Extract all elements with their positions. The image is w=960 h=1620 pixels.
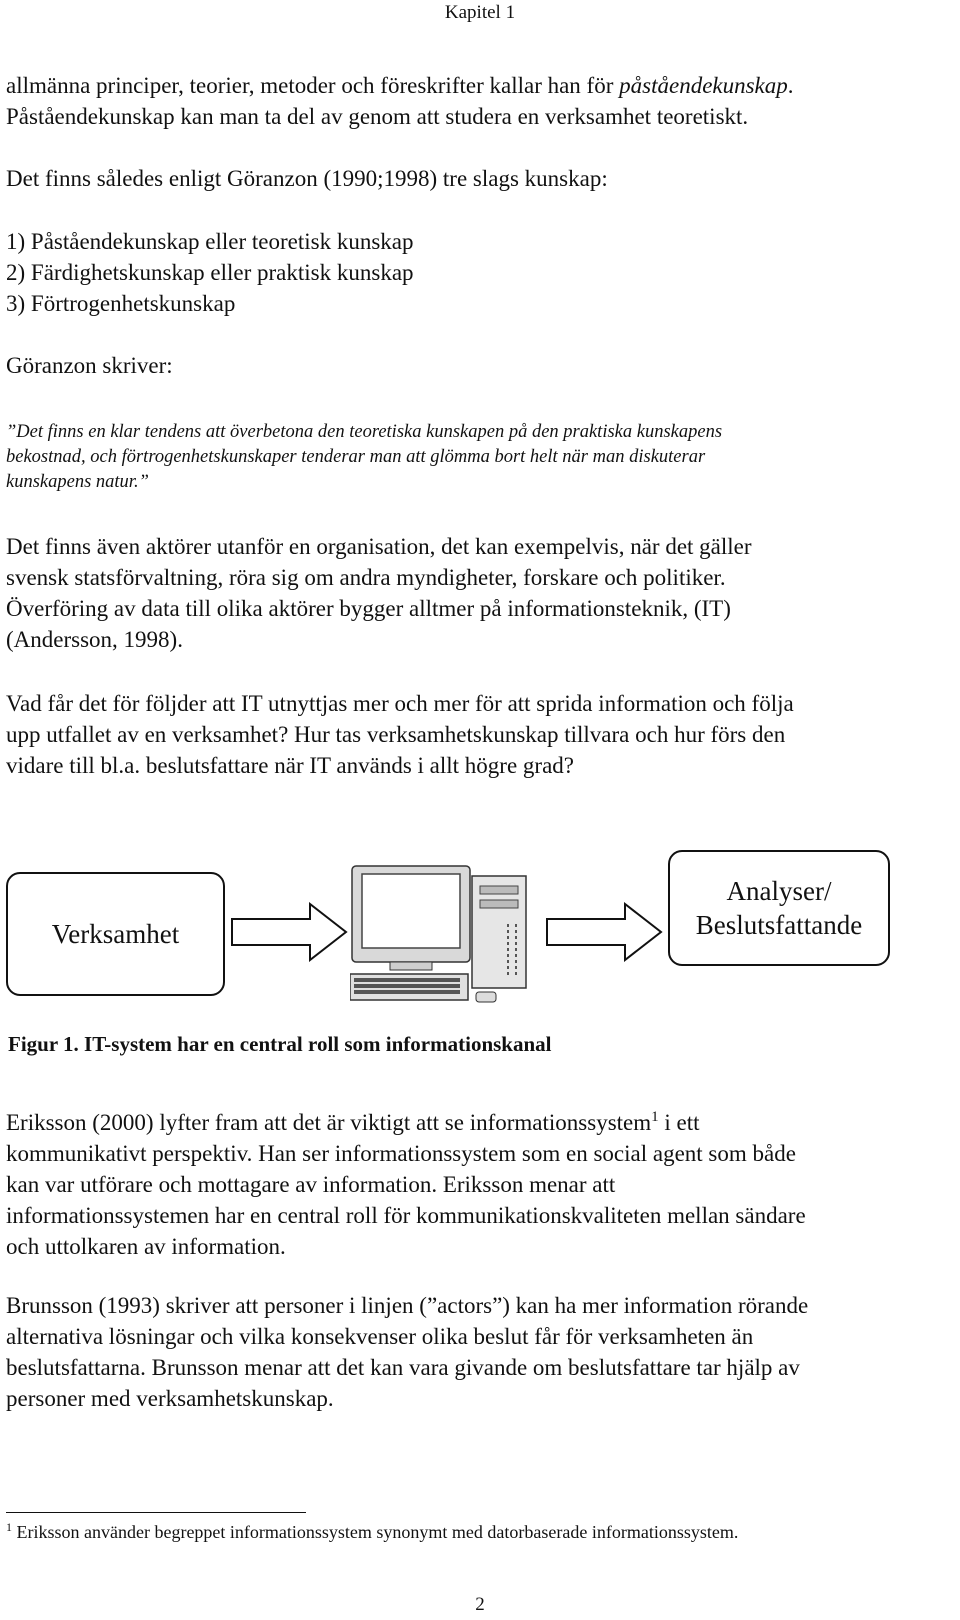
knowledge-list [6,226,956,319]
paragraph-goranzon [6,350,956,381]
paragraph-line: upp utfallet av en verksamhet? Hur tas verksamhetskunskap tillvara och hur förs den [6,722,786,747]
paragraph-line: (Andersson, 1998). [6,627,183,652]
footnote-divider [6,1512,306,1513]
verksamhet-box [6,872,225,996]
page-header: Kapitel 1 [444,2,516,23]
paragraph-line: Det finns även aktörer utanför en organisation, det kan exempelvis, när det gäller [6,534,752,559]
paragraph-line: och uttolkaren av information. [6,1234,286,1259]
paragraph-line: beslutsfattarna. Brunsson menar att det kan vara givande om beslutsfattare tar hjälp av [6,1355,800,1380]
block-quote [6,420,956,495]
text-span: i ett [658,1110,700,1135]
footnote-text: Eriksson använder begreppet informationssystem synonymt med datorbaserade informationssystem. [12,1522,739,1542]
paragraph-line: svensk statsförvaltning, röra sig om andra myndigheter, forskare och politiker. [6,565,726,590]
footnote-reference[interactable]: 1 [651,1109,659,1125]
figure-caption: Figur 1. IT-system har en central roll som informationskanal [8,1032,552,1056]
paragraph-intro [6,70,956,132]
text-span: allmänna principer, teorier, metoder och föreskrifter kallar han för [6,73,620,98]
paragraph-line: Göranzon skriver: [6,353,173,378]
arrow-right-icon [545,902,665,962]
paragraph-line: Vad får det för följder att IT utnyttjas mer och mer för att sprida information och följa [6,691,794,716]
paragraph-line: personer med verksamhetskunskap. [6,1386,334,1411]
box-label-line: Beslutsfattande [695,910,863,940]
paragraph-line: Överföring av data till olika aktörer bygger alltmer på informationsteknik, (IT) [6,596,731,621]
analyser-beslutsfattande-box [668,850,890,966]
footnote-mark: 1 [6,1520,12,1534]
paragraph-questions [6,688,956,781]
verksamhet-label: Verksamhet [51,919,180,949]
paragraph-line: alternativa lösningar och vilka konsekvenser olika beslut får för verksamheten än [6,1324,754,1349]
box-label-line: Analyser/ [726,876,832,906]
paragraph-line: Brunsson (1993) skriver att personer i linjen (”actors”) kan ha mer information rörande [6,1293,809,1318]
quote-line: kunskapens natur.” [6,472,149,492]
italic-term: påståendekunskap [619,73,788,98]
paragraph-line [6,70,956,101]
list-item: 2) Färdighetskunskap eller praktisk kunskap [6,260,414,285]
quote-line: ”Det finns en klar tendens att överbetona den teoretiska kunskapen på den praktiska kunskapens [6,422,723,442]
page-number: 2 [475,1594,485,1615]
arrow-right-icon [230,902,350,962]
paragraph-line: kan var utförare och mottagare av information. Eriksson menar att [6,1172,616,1197]
paragraph-line: Det finns således enligt Göranzon (1990;1998) tre slags kunskap: [6,166,608,191]
figure-diagram [0,850,960,1000]
paragraph-line [6,1107,956,1138]
paragraph-aktorer [6,531,956,655]
list-item: 1) Påståendekunskap eller teoretisk kunskap [6,229,414,254]
list-item: 3) Förtrogenhetskunskap [6,291,236,316]
paragraph-line: Påståendekunskap kan man ta del av genom att studera en verksamhet teoretiskt. [6,104,749,129]
text-span: Eriksson (2000) lyfter fram att det är viktigt att se informationssystem [6,1110,652,1135]
paragraph-line: kommunikativt perspektiv. Han ser informationssystem som en social agent som både [6,1141,796,1166]
quote-line: bekostnad, och förtrogenhetskunskaper tenderar man att glömma bort helt när man diskuterar [6,447,706,467]
paragraph-brunsson [6,1290,956,1414]
footnote [6,1520,738,1543]
paragraph-eriksson [6,1107,956,1262]
computer-icon [350,864,540,1004]
paragraph-line: vidare till bl.a. beslutsfattare när IT används i allt högre grad? [6,753,574,778]
paragraph-line: informationssystemen har en central roll för kommunikationskvaliteten mellan sändare [6,1203,806,1228]
text-span: . [787,73,794,98]
paragraph-kunskap-intro [6,163,956,194]
